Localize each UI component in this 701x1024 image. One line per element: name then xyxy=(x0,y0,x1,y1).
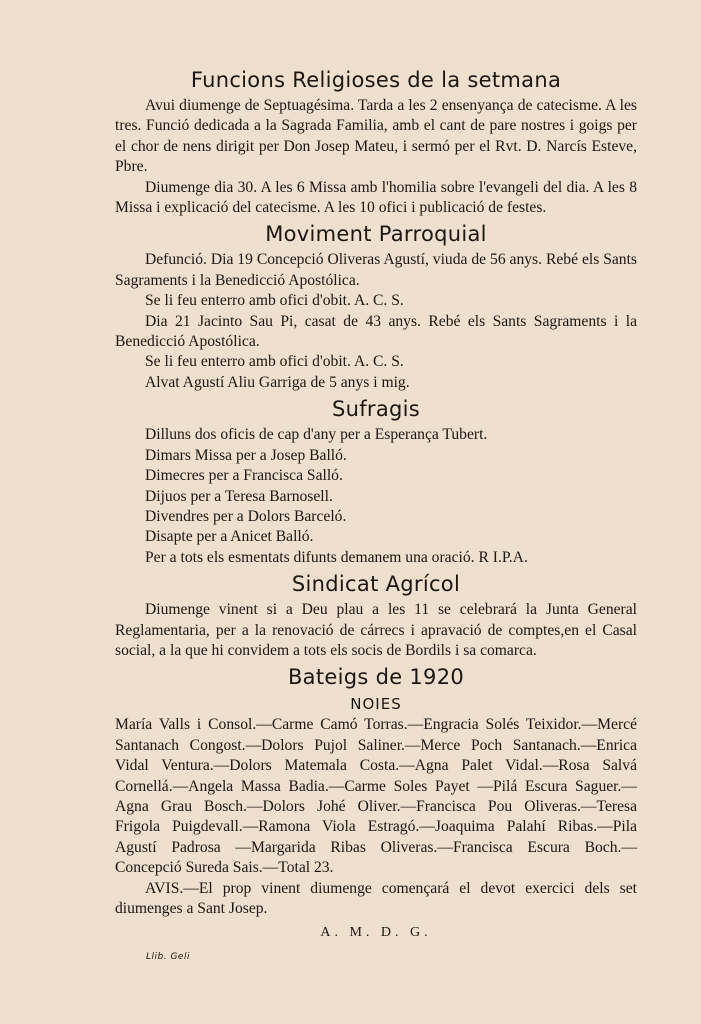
paragraph-funcions-1: Avui diumenge de Septuagésima. Tarda a les 2 ensenyança de catecisme. A les tres. Funció dedicada a la Sagrada Familia, amb el cant de pare nostres i goigs per el chor de nens dirigit per Don Josep Mateu, i sermó per el Rvt. D. Narcís Esteve, Pbre. xyxy=(115,97,637,176)
section-moviment xyxy=(115,218,637,393)
sufragi-line: Divendres per a Dolors Barceló. xyxy=(145,507,347,525)
paragraph-avis: AVIS.—El prop vinent diumenge començará el devot exercici dels set diumenges a Sant Josep. xyxy=(115,879,637,917)
sufragi-line: Per a tots els esmentats difunts demanem una oració. R I.P.A. xyxy=(145,548,528,566)
section-sindicat xyxy=(115,568,637,661)
sufragi-line: Dimars Missa per a Josep Balló. xyxy=(145,446,347,464)
paragraph-bateigs: María Valls i Consol.—Carme Camó Torras.—Engracia Solés Teixidor.—Mercé Santanach Congost.—Dolors Pujol Saliner.—Merce Poch Santanach.—Enrica Vidal Ventura.—Dolors Matemala Costa.—Agna Palet Vidal.—Rosa Salvá Cornellá.—Angela Massa Badia.—Carme Soles Payet —Pilá Escura Saguer.—Agna Grau Bosch.—Dolors Johé Oliver.—Francisca Pou Oliveras.—Teresa Frigola Puigdevall.—Ramona Viola Estragó.—Joaquima Palahí Ribas.—Pila Agustí Padrosa —Margarida Ribas Oliveras.—Francisca Escura Boch.—Concepció Sureda Sais.—Total 23. xyxy=(115,716,637,877)
sufragi-line: Dijuos per a Teresa Barnosell. xyxy=(145,487,333,505)
heading-sindicat: Sindicat Agrícol xyxy=(291,572,461,597)
moviment-line: Alvat Agustí Aliu Garriga de 5 anys i mig. xyxy=(145,373,410,391)
sufragi-line: Dilluns dos oficis de cap d'any per a Esperança Tubert. xyxy=(145,426,488,444)
moviment-line: Se li feu enterro amb ofici d'obit. A. C. S. xyxy=(145,292,404,310)
paragraph-sindicat: Diumenge vinent si a Deu plau a les 11 se celebrará la Junta General Reglamentaria, per a la renovació de cárrecs i apravació de comptes,en el Casal social, a la que hi convidem a tots els socis de Bordils i sa comarca. xyxy=(115,601,637,659)
heading-sufragis: Sufragis xyxy=(331,397,421,422)
printer-mark: Llib. Geli xyxy=(146,952,190,962)
section-bateigs xyxy=(115,661,637,919)
text-column xyxy=(115,64,637,941)
section-sufragis xyxy=(115,393,637,568)
heading-bateigs: Bateigs de 1920 xyxy=(287,665,465,690)
section-funcions xyxy=(115,64,637,218)
signature-amdg: A. M. D. G. xyxy=(320,925,432,941)
sufragi-line: Dimecres per a Francisca Salló. xyxy=(145,467,343,485)
sufragi-line: Disapte per a Anicet Balló. xyxy=(145,528,314,546)
moviment-line: Dia 21 Jacinto Sau Pi, casat de 43 anys. Rebé els Sants Sagraments i la Benedicció Apostólica. xyxy=(115,312,637,351)
moviment-line: Defunció. Dia 19 Concepció Oliveras Agustí, viuda de 56 anys. Rebé els Sants Sagraments i la Benedicció Apostólica. xyxy=(115,251,637,289)
heading-moviment: Moviment Parroquial xyxy=(265,222,487,247)
paragraph-funcions-2: Diumenge dia 30. A les 6 Missa amb l'homilia sobre l'evangeli del dia. A les 8 Missa i explicació del catecisme. A les 10 ofici i publicació de festes. xyxy=(115,178,637,217)
subheading-noies: NOIES xyxy=(350,695,402,714)
moviment-line: Se li feu enterro amb ofici d'obit. A. C. S. xyxy=(145,353,404,371)
heading-funcions: Funcions Religioses de la setmana xyxy=(190,68,562,92)
